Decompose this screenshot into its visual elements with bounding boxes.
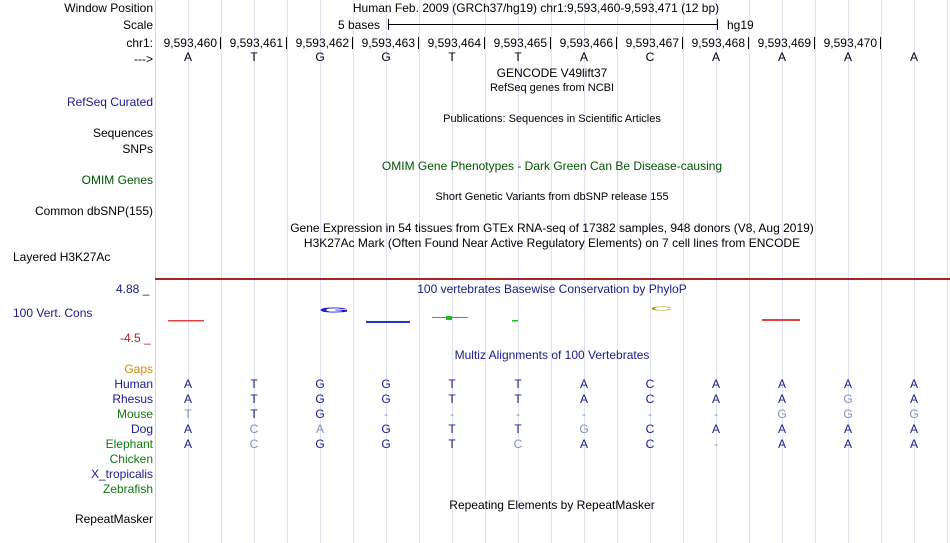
publications-title: Publications: Sequences in Scientific Articles [443,113,661,125]
coordinate-label: 9,593,469 [757,36,811,50]
reference-base: T [514,50,522,64]
phylop-mark-3b [446,316,452,320]
gridline [749,0,750,543]
strand-label: ---> [134,52,153,66]
gridline [188,0,189,543]
gridline [320,0,321,543]
coordinate-tick [814,37,815,49]
alignment-base: A [843,377,853,391]
alignment-base: G [843,392,853,406]
alignment-base: T [448,437,456,451]
alignment-base: - [450,407,454,421]
gaps-label: Gaps [124,362,153,376]
coordinate-tick [748,37,749,49]
alignment-base: G [579,422,589,436]
gridline [947,0,948,543]
phylop-mark-1 [168,320,204,322]
label-margin-divider [155,0,156,543]
alignment-base: T [514,422,522,436]
coordinate-tick [616,37,617,49]
alignment-base: T [250,407,258,421]
refseq-title: RefSeq genes from NCBI [489,82,615,94]
gridline [419,0,420,543]
alignment-base: G [777,407,787,421]
dbsnp-title: Short Genetic Variants from dbSNP release 155 [435,191,669,203]
alignment-base: G [315,407,325,421]
reference-base: A [777,50,787,64]
gridline [881,0,882,543]
scale-bar-right-tick [717,19,718,30]
species-label[interactable]: Zebrafish [102,482,153,496]
gridline [452,0,453,543]
reference-base: G [381,50,391,64]
coordinate-label: 9,593,468 [691,36,745,50]
alignment-base: A [315,422,325,436]
gridline [617,0,618,543]
scale-text: 5 bases [338,18,381,32]
alignment-base: A [183,437,193,451]
phylop-mark-4 [512,320,518,322]
reference-base: C [645,50,655,64]
reference-base: A [711,50,721,64]
alignment-base: - [714,407,718,421]
gtex-title: Gene Expression in 54 tissues from GTEx RNA-seq of 17382 samples, 948 donors (V8, Aug 2019) [290,221,814,235]
track-divider [155,278,950,280]
alignment-base: G [381,377,391,391]
alignment-base: G [315,377,325,391]
species-label[interactable]: Mouse [116,407,153,421]
alignment-base: A [909,422,919,436]
alignment-base: G [381,437,391,451]
alignment-base: T [514,392,522,406]
sequences-track-label[interactable]: Sequences [92,126,153,140]
alignment-base: - [384,407,388,421]
alignment-base: - [582,407,586,421]
alignment-base: T [184,407,192,421]
gridline [221,0,222,543]
coordinate-tick [418,37,419,49]
phylop-mark-2 [366,321,410,323]
gridline [485,0,486,543]
window-position-label: Window Position [64,1,153,15]
omim-title: OMIM Gene Phenotypes - Dark Green Can Be Disease-causing [381,159,723,173]
coordinate-label: 9,593,470 [823,36,877,50]
alignment-base: A [183,392,193,406]
alignment-base: C [645,392,655,406]
alignment-base: - [516,407,520,421]
coordinate-label: 9,593,464 [427,36,481,50]
alignment-base: C [249,422,259,436]
snps-track-label[interactable]: SNPs [122,142,153,156]
alignment-base: A [777,437,787,451]
gridline [386,0,387,543]
gridline [683,0,684,543]
cons-track-label[interactable]: 100 Vert. Cons [13,306,93,320]
scale-bar-left-tick [388,19,389,30]
assembly-label: hg19 [727,18,754,32]
alignment-base: A [777,377,787,391]
alignment-base: C [645,377,655,391]
alignment-base: A [579,437,589,451]
scale-bar [388,24,718,25]
coordinate-tick [880,37,881,49]
phylop-letter-g1: G [319,305,350,315]
reference-base: A [843,50,853,64]
alignment-base: A [711,422,721,436]
repeatmasker-title: Repeating Elements by RepeatMasker [449,498,655,512]
alignment-base: C [645,422,655,436]
alignment-base: A [909,437,919,451]
coordinate-tick [550,37,551,49]
alignment-base: C [513,437,523,451]
cons-min-label: -4.5 _ [120,331,151,345]
phylop-title: 100 vertebrates Basewise Conservation by PhyloP [417,282,687,296]
phylop-plot [156,300,950,340]
scale-label: Scale [122,18,153,32]
alignment-base: C [645,437,655,451]
multiz-title: Multiz Alignments of 100 Vertebrates [454,348,650,362]
alignment-base: T [250,392,258,406]
alignment-base: G [843,407,853,421]
gridline [353,0,354,543]
reference-base: T [250,50,258,64]
alignment-base: - [714,437,718,451]
omim-track-label[interactable]: OMIM Genes [81,173,153,187]
reference-base: A [579,50,589,64]
h3k27-title: H3K27Ac Mark (Often Found Near Active Regulatory Elements) on 7 cell lines from ENCODE [303,236,801,250]
alignment-base: T [514,377,522,391]
species-label[interactable]: Human [114,377,153,391]
dbsnp-track-label[interactable]: Common dbSNP(155) [34,204,153,218]
repeatmasker-track-label[interactable]: RepeatMasker [74,512,153,526]
alignment-base: A [183,377,193,391]
alignment-base: A [777,392,787,406]
reference-base: A [909,50,919,64]
alignment-base: A [777,422,787,436]
position-title: Human Feb. 2009 (GRCh37/hg19) chr1:9,593,460-9,593,471 (12 bp) [352,1,720,15]
alignment-base: A [843,437,853,451]
alignment-base: A [183,422,193,436]
gridline [254,0,255,543]
phylop-mark-5 [762,319,800,321]
gridline [848,0,849,543]
coordinate-tick [682,37,683,49]
reference-base: G [315,50,325,64]
coordinate-tick [484,37,485,49]
coordinate-label: 9,593,467 [625,36,679,50]
coordinate-label: 9,593,460 [163,36,217,50]
gencode-title: GENCODE V49lift37 [496,66,608,80]
alignment-base: G [909,407,919,421]
alignment-base: A [711,377,721,391]
alignment-base: T [250,377,258,391]
coordinate-tick [220,37,221,49]
alignment-base: T [448,392,456,406]
coordinate-tick [286,37,287,49]
alignment-base: - [648,407,652,421]
species-label[interactable]: Chicken [109,452,153,466]
gridline [650,0,651,543]
reference-base: T [448,50,456,64]
alignment-base: T [448,422,456,436]
cons-max-label: 4.88 _ [116,282,150,296]
alignment-base: A [843,422,853,436]
species-label[interactable]: Rhesus [112,392,153,406]
h3k27-track-label[interactable]: Layered H3K27Ac [13,250,111,264]
coordinate-label: 9,593,463 [361,36,415,50]
species-label[interactable]: X_tropicalis [90,467,153,481]
alignment-base: G [315,437,325,451]
gridline [782,0,783,543]
coordinate-label: 9,593,466 [559,36,613,50]
refseq-track-label[interactable]: RefSeq Curated [66,95,153,109]
alignment-base: G [315,392,325,406]
alignment-base: T [448,377,456,391]
gridline [716,0,717,543]
coordinate-tick [352,37,353,49]
species-label[interactable]: Elephant [105,437,153,451]
coordinate-label: 9,593,462 [295,36,349,50]
phylop-letter-c: C [650,305,674,312]
alignment-base: A [711,392,721,406]
alignment-base: G [381,422,391,436]
alignment-base: A [909,392,919,406]
coordinate-label: 9,593,461 [229,36,283,50]
coordinate-label: 9,593,465 [493,36,547,50]
reference-base: A [183,50,193,64]
alignment-base: G [381,392,391,406]
gridline [287,0,288,543]
alignment-base: C [249,437,259,451]
alignment-base: A [909,377,919,391]
chrom-label: chr1: [126,36,153,50]
alignment-base: A [579,392,589,406]
gridline [914,0,915,543]
species-label[interactable]: Dog [130,422,153,436]
alignment-base: A [579,377,589,391]
gridline [815,0,816,543]
